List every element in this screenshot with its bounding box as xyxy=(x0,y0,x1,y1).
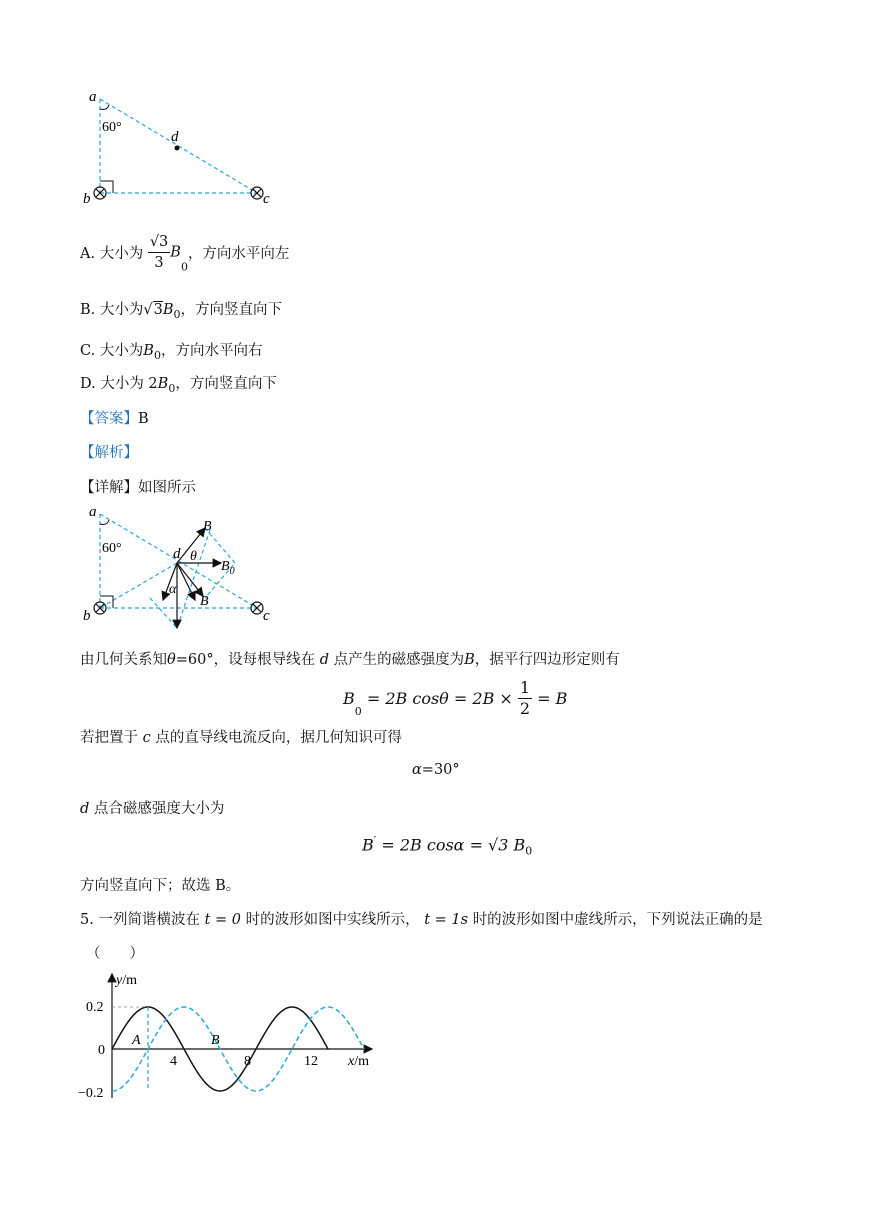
para-2-c: c xyxy=(142,730,151,746)
y-axis-label: y/m xyxy=(116,973,137,988)
option-d-b: B xyxy=(157,376,169,392)
eq1-lhs-sub: 0 xyxy=(354,705,362,718)
para-1-d: d xyxy=(319,652,329,668)
label-d: d xyxy=(171,129,179,145)
eq2-rest: =30° xyxy=(421,762,460,778)
para-1 xyxy=(80,648,620,669)
option-b[interactable] xyxy=(80,298,282,321)
figure-triangle-1 xyxy=(75,85,295,215)
ytick-0: 0 xyxy=(98,1043,105,1058)
detail-line xyxy=(80,476,196,497)
equation-1 xyxy=(343,678,567,719)
q5-t2: 时的波形如图中实线所示， xyxy=(245,912,420,928)
option-a-fraction xyxy=(148,232,170,273)
eq3-prime: ′ xyxy=(373,834,377,847)
answer-tag: 【答案】 xyxy=(80,411,138,427)
eq2-alpha: α xyxy=(412,762,422,778)
para-2-t1: 若把置于 xyxy=(80,730,138,746)
equation-2 xyxy=(412,762,460,778)
option-a-b: B xyxy=(170,244,181,261)
para-2 xyxy=(80,726,402,747)
q5-paren: （ ） xyxy=(86,946,144,962)
option-c-b: B xyxy=(143,343,154,359)
para-1-t1: 由几何关系知 xyxy=(80,652,167,668)
option-a-prefix: A. 大小为 xyxy=(80,246,144,262)
option-d[interactable] xyxy=(80,372,277,395)
xtick-4: 4 xyxy=(170,1054,177,1069)
label-c: c xyxy=(263,191,270,207)
analysis-tag: 【解析】 xyxy=(80,445,138,461)
point-A: A xyxy=(132,1033,141,1048)
fig2-label-d: d xyxy=(173,546,181,562)
option-c-prefix: C. 大小为 xyxy=(80,343,144,359)
figure-vector-diagram xyxy=(75,500,295,635)
eq3-lhs: B xyxy=(362,835,374,855)
equation-3 xyxy=(362,834,532,858)
point-B: B xyxy=(211,1033,220,1048)
q5-t-eq2: t = 1s xyxy=(424,912,469,928)
option-c-sub: 0 xyxy=(153,348,161,362)
eq1-mid: = 2B cosθ = 2B × xyxy=(361,689,513,708)
fig2-label-alpha: α xyxy=(169,582,177,597)
fig2-label-a: a xyxy=(89,504,97,520)
detail-text: 如图所示 xyxy=(138,480,196,496)
para-2-t2: 点的直导线电流反向，据几何知识可得 xyxy=(155,730,402,746)
eq1-denominator: 2 xyxy=(519,699,531,718)
option-c[interactable] xyxy=(80,339,262,362)
eq3-sub: 0 xyxy=(525,844,533,858)
option-a-denominator: 3 xyxy=(154,255,164,271)
option-b-suffix: ，方向竖直向下 xyxy=(180,302,283,318)
option-d-sub: 0 xyxy=(168,381,176,395)
xtick-12: 12 xyxy=(304,1054,318,1069)
para-1-theta: θ xyxy=(167,652,176,668)
fig2-label-B-low: B xyxy=(200,594,209,609)
ytick-0.2: 0.2 xyxy=(86,1000,104,1015)
option-d-suffix: ，方向竖直向下 xyxy=(175,376,277,392)
answer-value: B xyxy=(138,411,149,427)
fig2-label-B0: $B_0$ xyxy=(221,559,235,577)
para-1-t4: ，据平行四边形定则有 xyxy=(474,652,620,668)
option-a[interactable] xyxy=(80,232,289,274)
option-b-b: B xyxy=(162,302,174,318)
option-a-suffix: ，方向水平向左 xyxy=(187,246,290,262)
fig2-label-b: b xyxy=(83,608,91,624)
para-1-t2: =60°，设每根导线在 xyxy=(175,652,316,668)
label-a: a xyxy=(89,89,97,105)
para-3-t: 点合磁感强度大小为 xyxy=(93,801,225,817)
para-1-B: B xyxy=(464,652,475,668)
q5-t1: 一列简谐横波在 xyxy=(98,912,200,928)
option-b-radicand: 3 xyxy=(153,302,163,318)
para-3-d: d xyxy=(80,801,90,817)
xtick-8: 8 xyxy=(244,1054,251,1069)
detail-tag: 【详解】 xyxy=(80,480,138,496)
eq1-fraction xyxy=(518,678,532,719)
eq3-mid: = 2B cosα = √3 B xyxy=(376,835,526,855)
eq1-numerator: 1 xyxy=(519,678,531,697)
q5-t3: 时的波形如图中虚线所示，下列说法正确的是 xyxy=(472,912,763,928)
eq1-lhs: B xyxy=(343,689,355,708)
ytick-neg0.2: −0.2 xyxy=(78,1086,104,1101)
option-a-numerator: √3 xyxy=(148,232,170,253)
fig2-label-theta: θ xyxy=(190,549,197,564)
para-3 xyxy=(80,797,224,818)
option-c-suffix: ，方向水平向右 xyxy=(160,343,263,359)
fig2-label-angle: 60° xyxy=(102,541,122,556)
option-b-sub: 0 xyxy=(173,307,181,321)
question-5 xyxy=(80,908,763,929)
q5-t-eq: t = 0 xyxy=(204,912,241,928)
eq1-rhs: = B xyxy=(532,689,568,708)
option-d-prefix: D. 大小为 2 xyxy=(80,376,158,392)
option-a-sub: 0 xyxy=(180,260,188,274)
sqrt-icon: √ xyxy=(143,302,153,318)
wave-graph xyxy=(72,968,382,1108)
para-4: 方向竖直向下；故选 B。 xyxy=(80,878,241,894)
option-b-prefix: B. 大小为 xyxy=(80,302,144,318)
fig2-label-c: c xyxy=(263,608,270,624)
fig2-label-B-top: B xyxy=(203,519,212,534)
para-1-t3: 点产生的磁感强度为 xyxy=(333,652,465,668)
x-axis-label: x/m xyxy=(348,1054,369,1069)
label-b: b xyxy=(83,191,91,207)
q5-number: 5. xyxy=(80,912,94,928)
label-angle: 60° xyxy=(102,120,122,135)
answer-line xyxy=(80,407,149,428)
